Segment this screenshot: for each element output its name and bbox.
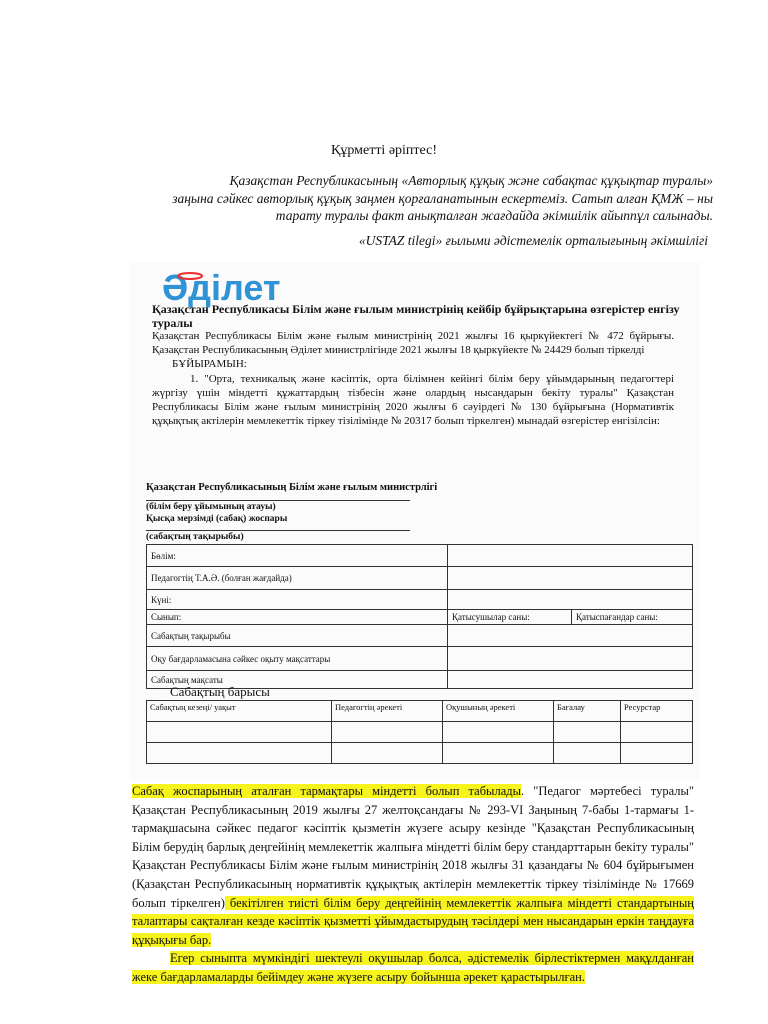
row-label: Оқу бағдарламасына сәйкес оқыту мақсаттары [147, 647, 448, 671]
row-label: Күні: [147, 590, 448, 610]
flow-header: Сабақтың кезеңі/ уақыт [147, 701, 332, 722]
decree-para-1: Қазақстан Республикасы Білім және ғылым министрінің 2021 жылғы 16 қыркүйектегі № 472 бұйрығы. Қазақстан Республикасының Әділет министрлігінде 2021 жылғы 18 қыркүйекте № 24429 болып тіркелді [152, 330, 674, 357]
org-label: (білім беру ұйымының атауы) [146, 502, 276, 512]
table-header-row [147, 701, 693, 722]
table-row [147, 647, 693, 671]
highlight-special-needs: Егер сыныпта мүмкіндігі шектеулі оқушылар болса, әдістемелік бірлестіктермен мақұлданған жеке бағдарламаларды бейімдеу және жүзеге асыру бойынша әрекет қарастырылған. [132, 951, 694, 984]
row-value [448, 590, 693, 610]
lesson-progress-title: Сабақтың барысы [170, 684, 270, 699]
decree-title: Қазақстан Республикасы Білім және ғылым министрінің кейбір бұйрықтарына өзгерістер енгізу туралы [152, 302, 680, 330]
org-line [146, 500, 410, 501]
ministry-heading: Қазақстан Республикасының Білім және ғылым министрлігі [146, 482, 438, 493]
row-label: Сабақтың тақырыбы [147, 625, 448, 647]
requirements-para-1 [132, 782, 694, 949]
lesson-flow-table [146, 700, 693, 764]
table-row [147, 625, 693, 647]
row-label: Бөлім: [147, 545, 448, 567]
table-row [147, 567, 693, 590]
row-value [448, 647, 693, 671]
row-label: Педагогтің Т.А.Ә. (болған жағдайда) [147, 567, 448, 590]
table-row [147, 610, 693, 625]
highlight-mandatory: Сабақ жоспарының аталған тармақтары міндетті болып табылады [132, 784, 521, 798]
copyright-notice [138, 172, 713, 225]
row-value [448, 545, 693, 567]
flow-header: Ресурстар [621, 701, 693, 722]
logo-text: Әділет [162, 268, 281, 308]
requirements-body: . "Педагог мәртебесі туралы" Қазақстан Республикасының 2019 жылғы 27 желтоқсандағы № 293-VI Заңының 7-бабы 1-тармағы 1-тармақшасына сәйкес педагог кәсіптік қызметін жүзеге асыру кезінде "Қазақстан Республикасының Білім берудің барлық деңгейінің мемлекеттік жалпыға міндетті білім беру стандарттарын бекіту туралы" Қазақстан Республикасы Білім және ғылым министрінің 2018 жылғы 31 қазандағы № 604 бұйрығымен (Қазақстан Республикасының нормативтік құқықтық актілерін мемлекеттік тіркеу тізілімінде № 17669 болып тіркелген) [132, 784, 694, 910]
highlight-freedom: бекітілген тиісті білім беру деңгейінің мемлекеттік жалпыға міндетті стандартының талаптары сақталған кезде кәсіптік қызметті ұйымдастырудың тәсілдері мен нысандарын еркін таңдауға құқықығы бар. [132, 895, 694, 947]
flow-header: Оқушының әрекеті [443, 701, 554, 722]
admin-signature: «USTAZ tilegi» ғылыми әдістемелік орталығының әкімшілігі [358, 233, 708, 248]
row-value [448, 567, 693, 590]
flow-header: Педагогтің әрекеті [332, 701, 443, 722]
row-label: Сынып: [147, 610, 448, 625]
greeting: Құрметті әріптес! [331, 143, 437, 158]
row-label: Сабақтың мақсаты [147, 671, 448, 689]
lesson-plan-table [146, 544, 693, 689]
notice-line-3: тарату туралы факт анықталған жағдайда әкімшілік айыппұл салынады. [275, 208, 713, 223]
notice-line-1: Қазақстан Республикасының «Авторлық құқық және сабақтас құқықтар туралы» [229, 173, 713, 188]
decree-body [152, 329, 674, 428]
topic-line [146, 530, 410, 531]
row-value [448, 671, 693, 689]
present-count-label: Қатысушылар саны: [448, 610, 572, 625]
decree-order: БҰЙЫРАМЫН: [172, 358, 247, 371]
table-row [147, 590, 693, 610]
table-row [147, 743, 693, 764]
requirements-para-2 [132, 949, 694, 986]
table-row [147, 722, 693, 743]
topic-label: (сабақтың тақырыбы) [146, 532, 244, 542]
notice-line-2: заңына сәйкес авторлық құқық заңмен қорғаланатынын ескертеміз. Сатып алған ҚМЖ – ны [172, 190, 713, 206]
absent-count-label: Қатыспағандар саны: [572, 610, 693, 625]
plan-label: Қысқа мерзімді (сабақ) жоспары [146, 514, 288, 524]
requirements-text [132, 782, 694, 987]
flow-header: Бағалау [554, 701, 621, 722]
table-row [147, 545, 693, 567]
decree-para-2: 1. "Орта, техникалық және кәсіптік, орта білімнен кейінгі білім беру ұйымдарының педагогтері жүргізу үшін міндетті құжаттардың тізбесін және олардың нысандарын бекіту туралы" Қазақстан Республикасы Білім және ғылым министрінің 2020 жылғы 6 сәуірдегі № 130 бұйрығына (Нормативтік құқықтық актілерін мемлекеттік тіркеу тізілімінде № 20317 болып тіркелген) мынадай өзгерістер енгізілсін: [152, 372, 674, 428]
row-value [448, 625, 693, 647]
